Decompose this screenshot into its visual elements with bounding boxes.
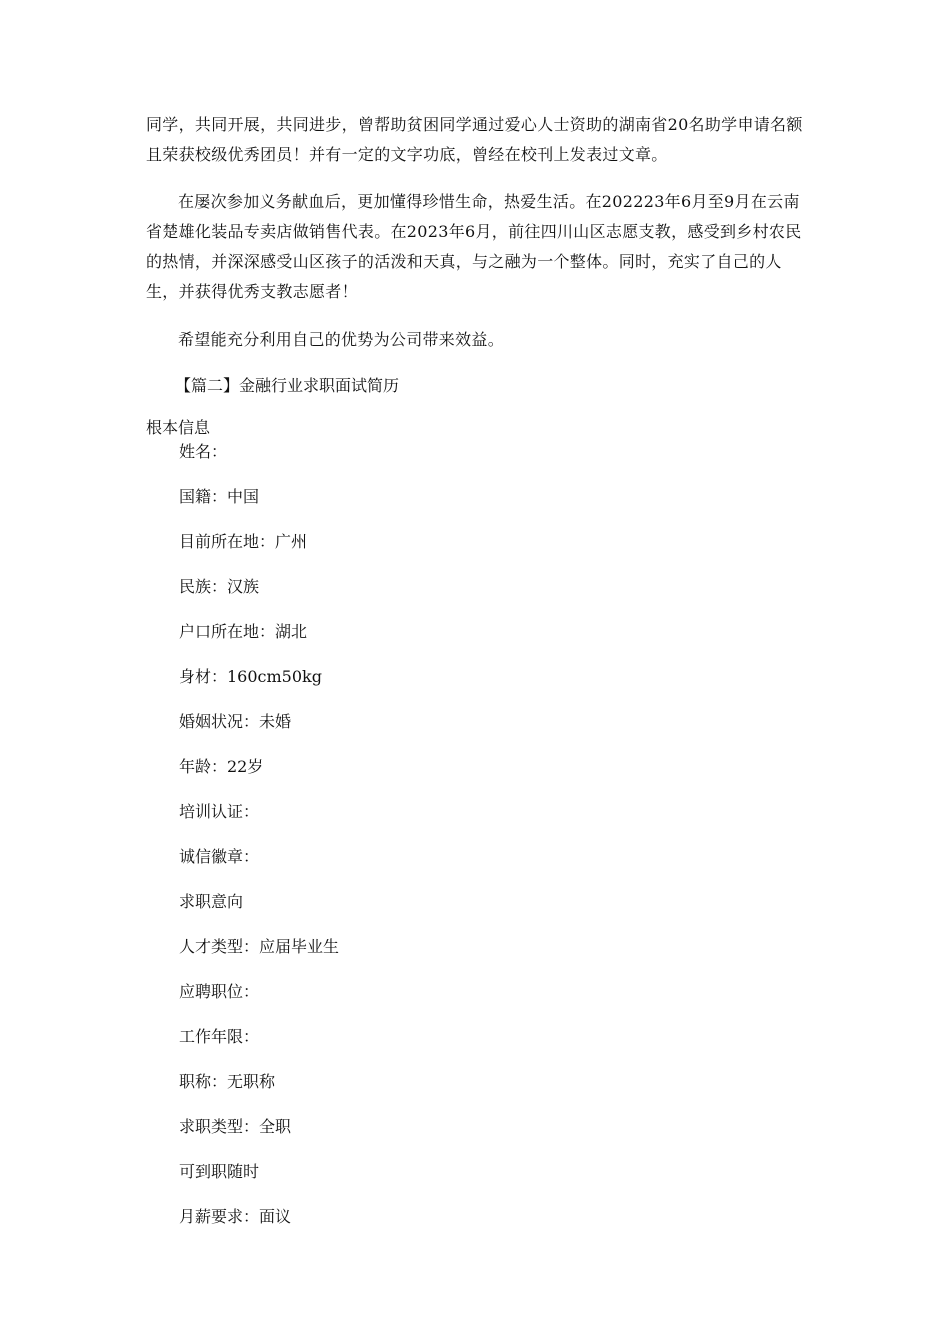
field-nationality: 国籍：中国: [179, 487, 260, 506]
field-body: 身材：160cm50kg: [179, 667, 322, 686]
paragraph-goal: 希望能充分利用自己的优势为公司带来效益。: [178, 330, 505, 349]
field-availability: 可到职随时: [179, 1162, 260, 1181]
basic-info-heading: 根本信息: [146, 418, 211, 437]
field-talent-type: 人才类型：应届毕业生: [179, 937, 340, 956]
field-age: 年龄：22岁: [179, 757, 264, 776]
field-integrity-badge: 诚信徽章：: [179, 847, 260, 866]
field-title: 职称：无职称: [179, 1072, 276, 1091]
field-salary: 月薪要求：面议: [179, 1207, 292, 1226]
field-ethnicity: 民族：汉族: [179, 577, 260, 596]
paragraph-activities: 同学，共同开展，共同进步，曾帮助贫困同学通过爱心人士资助的湖南省20名助学申请名额且荣获校级优秀团员！并有一定的文字功底，曾经在校刊上发表过文章。: [146, 115, 803, 164]
field-training-cert: 培训认证：: [179, 802, 260, 821]
field-job-intention: 求职意向: [179, 892, 244, 911]
paragraph-experience: 在屡次参加义务献血后，更加懂得珍惜生命，热爱生活。在202223年6月至9月在云南省楚雄化装品专卖店做销售代表。在2023年6月，前往四川山区志愿支教，感受到乡村农民的热情，并深深感受山区孩子的活泼和天真，与之融为一个整体。同时，充实了自己的人生，并获得优秀支教志愿者！: [146, 192, 802, 301]
field-current-location: 目前所在地：广州: [179, 532, 308, 551]
field-work-years: 工作年限：: [179, 1027, 260, 1046]
field-marital-status: 婚姻状况：未婚: [179, 712, 292, 731]
field-hukou: 户口所在地：湖北: [179, 622, 308, 641]
section-title: 【篇二】金融行业求职面试简历: [175, 376, 400, 395]
field-position: 应聘职位：: [179, 982, 260, 1001]
field-job-type: 求职类型：全职: [179, 1117, 292, 1136]
field-name: 姓名：: [179, 442, 228, 461]
